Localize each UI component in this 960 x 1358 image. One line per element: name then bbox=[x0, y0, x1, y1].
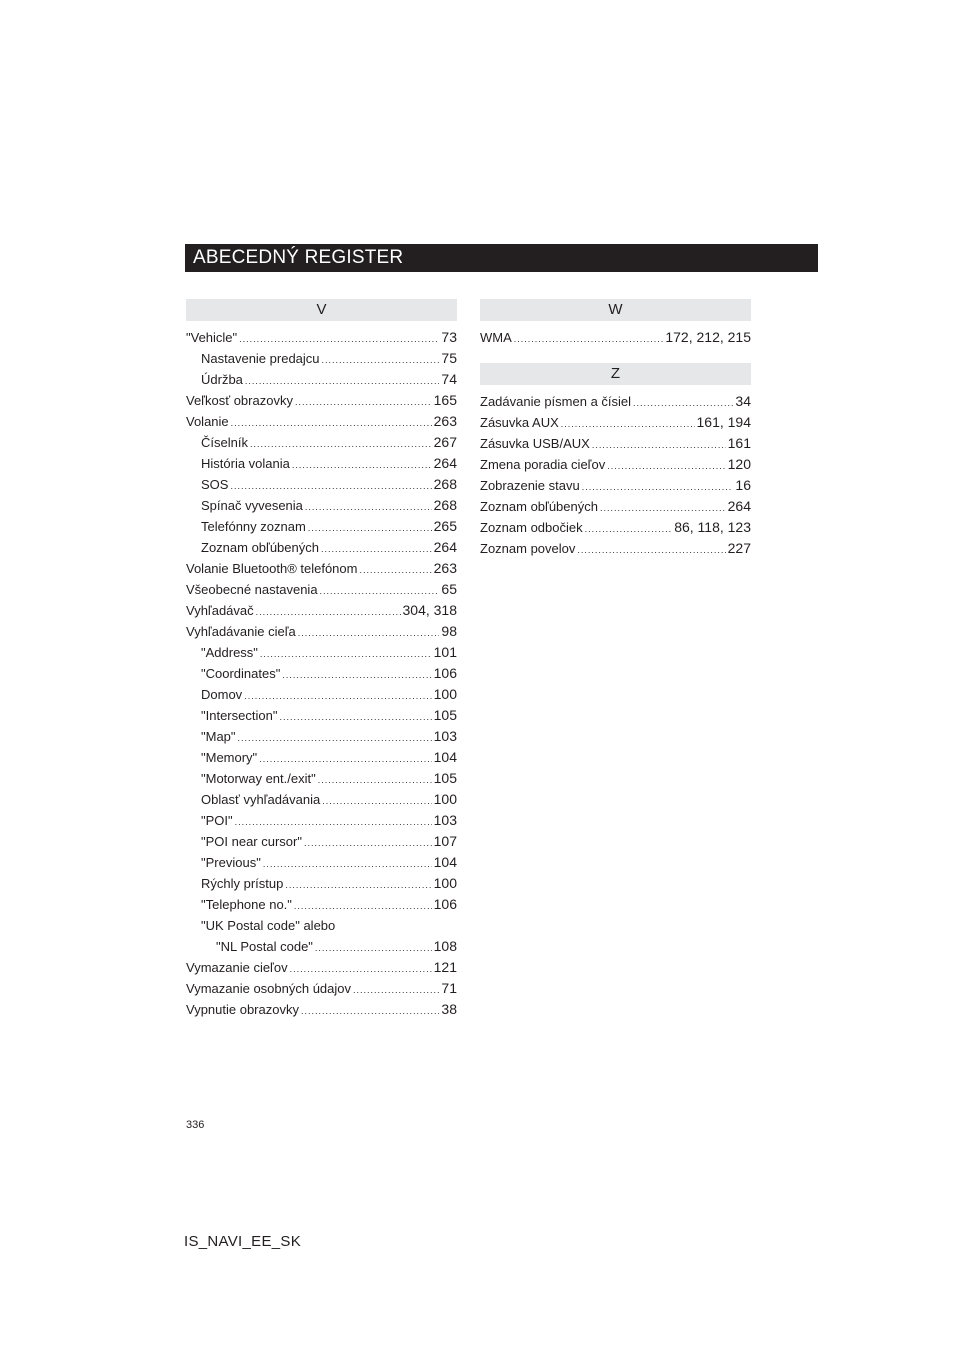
entry-label: História volania bbox=[201, 456, 290, 471]
index-column-right bbox=[480, 299, 751, 559]
index-entry bbox=[480, 454, 751, 475]
index-entry bbox=[480, 391, 751, 412]
index-entry bbox=[480, 538, 751, 559]
index-entry bbox=[186, 726, 457, 747]
dot-leader bbox=[322, 791, 431, 812]
entry-page-ref: 161, 194 bbox=[696, 414, 751, 430]
entry-label: Vyhľadávač bbox=[186, 603, 254, 618]
index-entry bbox=[480, 496, 751, 517]
entry-page-ref: 73 bbox=[441, 329, 457, 345]
index-entry bbox=[186, 537, 457, 558]
entry-label: Oblasť vyhľadávania bbox=[201, 792, 321, 807]
entry-label: "Telephone no." bbox=[201, 897, 292, 912]
entry-page-ref: 227 bbox=[727, 540, 751, 556]
dot-leader bbox=[260, 644, 432, 665]
index-entry-list bbox=[186, 327, 457, 1020]
dot-leader bbox=[285, 875, 431, 896]
index-entry bbox=[480, 412, 751, 433]
entry-label: Zoznam povelov bbox=[480, 541, 576, 556]
dot-leader bbox=[308, 518, 432, 539]
entry-label: SOS bbox=[201, 477, 229, 492]
dot-leader bbox=[282, 665, 431, 686]
index-entry-list bbox=[480, 327, 751, 348]
index-entry bbox=[186, 747, 457, 768]
letter-heading-z: Z bbox=[480, 363, 751, 385]
entry-page-ref: 304, 318 bbox=[402, 602, 457, 618]
index-entry bbox=[186, 432, 457, 453]
entry-label: "UK Postal code" alebo bbox=[201, 918, 336, 933]
dot-leader bbox=[318, 770, 432, 791]
entry-label: Všeobecné nastavenia bbox=[186, 582, 318, 597]
entry-label: "Intersection" bbox=[201, 708, 278, 723]
index-entry bbox=[186, 831, 457, 852]
entry-label: "Map" bbox=[201, 729, 236, 744]
dot-leader bbox=[607, 456, 725, 477]
entry-label: Zoznam odbočiek bbox=[480, 520, 583, 535]
dot-leader bbox=[304, 833, 432, 854]
index-entry bbox=[186, 957, 457, 978]
entry-label: Zásuvka USB/AUX bbox=[480, 436, 590, 451]
dot-leader bbox=[585, 519, 673, 540]
entry-label: "Previous" bbox=[201, 855, 261, 870]
dot-leader bbox=[292, 455, 432, 476]
dot-leader bbox=[239, 329, 439, 350]
entry-page-ref: 65 bbox=[441, 581, 457, 597]
entry-label: Vyhľadávanie cieľa bbox=[186, 624, 296, 639]
entry-page-ref: 268 bbox=[433, 476, 457, 492]
entry-label: "Vehicle" bbox=[186, 330, 238, 345]
index-entry-list bbox=[480, 391, 751, 559]
letter-heading-w: W bbox=[480, 299, 751, 321]
entry-label: "POI near cursor" bbox=[201, 834, 302, 849]
index-entry bbox=[186, 642, 457, 663]
index-entry bbox=[186, 516, 457, 537]
index-entry bbox=[480, 517, 751, 538]
dot-leader bbox=[359, 560, 431, 581]
index-entry bbox=[186, 915, 457, 936]
index-entry bbox=[186, 411, 457, 432]
entry-label: Zoznam obľúbených bbox=[201, 540, 319, 555]
dot-leader bbox=[250, 434, 432, 455]
index-entry bbox=[480, 475, 751, 496]
entry-label: "POI" bbox=[201, 813, 233, 828]
entry-label: Nastavenie predajcu bbox=[201, 351, 320, 366]
entry-label: Zadávanie písmen a čísiel bbox=[480, 394, 632, 409]
entry-label: "Address" bbox=[201, 645, 258, 660]
entry-page-ref: 264 bbox=[433, 539, 457, 555]
index-entry bbox=[186, 558, 457, 579]
page-number: 336 bbox=[186, 1119, 205, 1131]
entry-label: Volanie Bluetooth® telefónom bbox=[186, 561, 358, 576]
dot-leader bbox=[231, 413, 432, 434]
entry-page-ref: 161 bbox=[727, 435, 751, 451]
index-entry bbox=[186, 936, 457, 957]
dot-leader bbox=[321, 539, 432, 560]
entry-page-ref: 100 bbox=[433, 686, 457, 702]
dot-leader bbox=[592, 435, 726, 456]
index-entry bbox=[186, 600, 457, 621]
entry-label: Zoznam obľúbených bbox=[480, 499, 598, 514]
entry-page-ref: 265 bbox=[433, 518, 457, 534]
entry-page-ref: 105 bbox=[433, 770, 457, 786]
entry-label: Volanie bbox=[186, 414, 229, 429]
index-entry bbox=[186, 789, 457, 810]
dot-leader bbox=[235, 812, 432, 833]
index-entry bbox=[186, 348, 457, 369]
index-column-left bbox=[186, 299, 457, 1020]
dot-leader bbox=[295, 392, 432, 413]
entry-page-ref: 264 bbox=[727, 498, 751, 514]
index-entry bbox=[186, 852, 457, 873]
index-entry bbox=[186, 705, 457, 726]
entry-page-ref: 120 bbox=[727, 456, 751, 472]
index-entry bbox=[186, 768, 457, 789]
entry-page-ref: 172, 212, 215 bbox=[665, 329, 751, 345]
index-entry bbox=[186, 390, 457, 411]
entry-page-ref: 267 bbox=[433, 434, 457, 450]
entry-label: Zmena poradia cieľov bbox=[480, 457, 606, 472]
dot-leader bbox=[245, 371, 440, 392]
entry-label: Spínač vyvesenia bbox=[201, 498, 303, 513]
entry-page-ref: 101 bbox=[433, 644, 457, 660]
letter-heading-v: V bbox=[186, 299, 457, 321]
entry-page-ref: 105 bbox=[433, 707, 457, 723]
dot-leader bbox=[294, 896, 432, 917]
entry-page-ref: 100 bbox=[433, 791, 457, 807]
dot-leader bbox=[238, 728, 432, 749]
index-entry bbox=[186, 999, 457, 1020]
entry-page-ref: 121 bbox=[433, 959, 457, 975]
index-entry bbox=[480, 327, 751, 348]
entry-page-ref: 106 bbox=[433, 896, 457, 912]
entry-page-ref: 104 bbox=[433, 749, 457, 765]
entry-page-ref: 86, 118, 123 bbox=[674, 519, 751, 535]
entry-label: Vymazanie osobných údajov bbox=[186, 981, 352, 996]
dot-leader bbox=[582, 477, 734, 498]
entry-page-ref: 75 bbox=[441, 350, 457, 366]
entry-page-ref: 16 bbox=[735, 477, 751, 493]
document-code: IS_NAVI_EE_SK bbox=[184, 1233, 302, 1250]
section-header bbox=[185, 244, 818, 272]
index-entry bbox=[186, 810, 457, 831]
entry-page-ref: 103 bbox=[433, 812, 457, 828]
entry-page-ref: 100 bbox=[433, 875, 457, 891]
index-entry bbox=[480, 433, 751, 454]
entry-page-ref: 98 bbox=[441, 623, 457, 639]
entry-label: Zásuvka AUX bbox=[480, 415, 559, 430]
entry-label: "Coordinates" bbox=[201, 666, 281, 681]
entry-page-ref: 74 bbox=[441, 371, 457, 387]
entry-page-ref: 107 bbox=[433, 833, 457, 849]
dot-leader bbox=[600, 498, 726, 519]
index-entry bbox=[186, 369, 457, 390]
dot-leader bbox=[301, 1001, 439, 1022]
index-entry bbox=[186, 453, 457, 474]
entry-page-ref: 103 bbox=[433, 728, 457, 744]
dot-leader bbox=[320, 581, 440, 602]
entry-page-ref: 165 bbox=[433, 392, 457, 408]
index-entry bbox=[186, 684, 457, 705]
index-entry bbox=[186, 894, 457, 915]
entry-page-ref: 104 bbox=[433, 854, 457, 870]
dot-leader bbox=[633, 393, 733, 414]
entry-label: Číselník bbox=[201, 435, 248, 450]
dot-leader bbox=[259, 749, 431, 770]
entry-page-ref: 263 bbox=[433, 413, 457, 429]
index-entry bbox=[186, 579, 457, 600]
dot-leader bbox=[244, 686, 431, 707]
index-entry bbox=[186, 663, 457, 684]
dot-leader bbox=[230, 476, 431, 497]
dot-leader bbox=[315, 938, 432, 959]
entry-label: WMA bbox=[480, 330, 512, 345]
index-entry bbox=[186, 621, 457, 642]
entry-label: "Motorway ent./exit" bbox=[201, 771, 316, 786]
entry-label: Údržba bbox=[201, 372, 243, 387]
dot-leader bbox=[263, 854, 432, 875]
entry-page-ref: 263 bbox=[433, 560, 457, 576]
dot-leader bbox=[279, 707, 431, 728]
entry-page-ref: 38 bbox=[441, 1001, 457, 1017]
entry-label: Veľkosť obrazovky bbox=[186, 393, 293, 408]
section-title: ABECEDNÝ REGISTER bbox=[193, 247, 404, 268]
dot-leader bbox=[514, 329, 664, 350]
entry-label: Telefónny zoznam bbox=[201, 519, 306, 534]
entry-page-ref: 34 bbox=[735, 393, 751, 409]
index-entry bbox=[186, 978, 457, 999]
index-entry bbox=[186, 873, 457, 894]
dot-leader bbox=[561, 414, 695, 435]
entry-label: "NL Postal code" bbox=[216, 939, 313, 954]
entry-page-ref: 71 bbox=[441, 980, 457, 996]
dot-leader bbox=[298, 623, 440, 644]
entry-label: Zobrazenie stavu bbox=[480, 478, 580, 493]
entry-label: "Memory" bbox=[201, 750, 258, 765]
entry-label: Rýchly prístup bbox=[201, 876, 284, 891]
entry-page-ref: 106 bbox=[433, 665, 457, 681]
entry-page-ref: 264 bbox=[433, 455, 457, 471]
dot-leader bbox=[305, 497, 432, 518]
dot-leader bbox=[290, 959, 432, 980]
dot-leader bbox=[256, 602, 401, 623]
index-entry bbox=[186, 327, 457, 348]
entry-label: Vypnutie obrazovky bbox=[186, 1002, 299, 1017]
index-entry bbox=[186, 474, 457, 495]
dot-leader bbox=[353, 980, 439, 1001]
entry-page-ref: 268 bbox=[433, 497, 457, 513]
dot-leader bbox=[577, 540, 725, 561]
index-entry bbox=[186, 495, 457, 516]
entry-label: Domov bbox=[201, 687, 243, 702]
entry-label: Vymazanie cieľov bbox=[186, 960, 288, 975]
dot-leader bbox=[322, 350, 440, 371]
entry-page-ref: 108 bbox=[433, 938, 457, 954]
